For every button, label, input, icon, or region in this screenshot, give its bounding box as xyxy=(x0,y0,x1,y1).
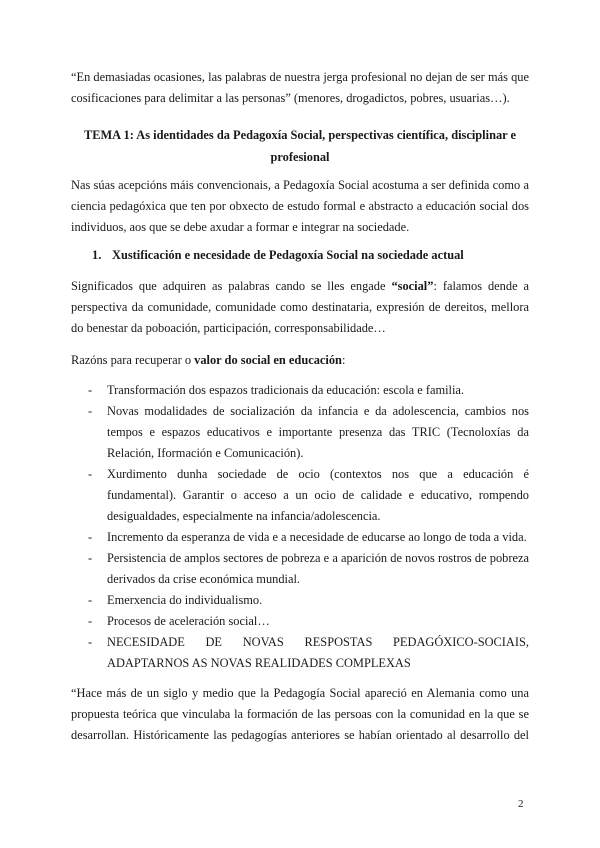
razons-bold: valor do social en educación xyxy=(194,353,342,367)
list-dash: - xyxy=(88,614,93,628)
list-dash: - xyxy=(88,467,93,481)
intro-quote: “En demasiadas ocasiones, las palabras de nuestra jerga profesional no dejan de ser más que cosificaciones para delimitar a las personas” (menores, drogadictos, pobres, usuarias…). xyxy=(71,70,529,105)
list-item-text: Novas modalidades de socialización da infancia e da adolescencia, cambios nos tempos e espazos educativos e importante presenza das TRIC (Tecnoloxías da Relación, Iformación e Comunicación). xyxy=(107,404,529,460)
list-item xyxy=(71,611,529,632)
list-dash: - xyxy=(88,635,93,649)
list-item-text: Transformación dos espazos tradicionais da educación: escola e familia. xyxy=(107,383,465,397)
list-item xyxy=(71,632,529,674)
list-item-text: Persistencia de amplos sectores de pobreza e a aparición de novos rostros de pobreza derivados da crise económica mundial. xyxy=(107,551,529,586)
list-item xyxy=(71,527,529,548)
list-item xyxy=(71,464,529,527)
closing-quote: “Hace más de un siglo y medio que la Pedagogía Social apareció en Alemania como una propuesta teórica que vinculaba la formación de las persoas con la comunidad en la que se desarrollan. Históricamente las pedagogías anteriores se habían orientado al desarrollo del xyxy=(71,686,529,742)
list-item-text: NECESIDADE DE NOVAS RESPOSTAS PEDAGÓXICO-SOCIAIS, ADAPTARNOS AS NOVAS REALIDADES COMPLEXAS xyxy=(107,635,529,670)
razons-text-after: : xyxy=(341,353,346,367)
definition-paragraph: Nas súas acepcións máis convencionais, a Pedagoxía Social acostuma a ser definida como a ciencia pedagóxica que ten por obxecto de estudo formal e abstracto a educación social dos individuos, aos que se debe axudar a formar e integrar na sociedade. xyxy=(71,178,529,234)
significados-text-before: Significados que adquiren as palabras cando se lles engade xyxy=(71,279,392,293)
list-item-text: Xurdimento dunha sociedade de ocio (contextos nos que a educación é fundamental). Garantir o acceso a un ocio de calidade e educativo, rompendo desigualdades, especialmente na infancia/adolescencia. xyxy=(107,467,529,523)
list-item xyxy=(71,548,529,590)
section-number: 1. xyxy=(92,248,102,262)
reasons-list xyxy=(71,380,529,674)
chapter-title xyxy=(71,124,529,168)
list-item-text: Emerxencia do individualismo. xyxy=(107,593,263,607)
razons-text-before: Razóns para recuperar o xyxy=(71,353,195,367)
list-dash: - xyxy=(88,593,93,607)
list-item xyxy=(71,401,529,464)
page-number: 2 xyxy=(518,798,524,810)
chapter-title-line2: profesional xyxy=(270,150,330,164)
list-item-text: Incremento da esperanza de vida e a necesidade de educarse ao longo de toda a vida. xyxy=(107,530,527,544)
list-dash: - xyxy=(88,404,93,418)
razons-paragraph xyxy=(71,350,529,371)
list-item-text: Procesos de aceleración social… xyxy=(107,614,270,628)
list-dash: - xyxy=(88,551,93,565)
significados-paragraph xyxy=(71,276,529,339)
list-dash: - xyxy=(88,383,93,397)
chapter-title-line1: TEMA 1: As identidades da Pedagoxía Social, perspectivas científica, disciplinar e xyxy=(83,128,517,142)
list-item xyxy=(71,380,529,401)
list-item xyxy=(71,590,529,611)
section-heading xyxy=(92,245,464,265)
list-dash: - xyxy=(88,530,93,544)
significados-bold: “social” xyxy=(391,279,434,293)
significados-text-after: : falamos dende a perspectiva da comunidade, comunidade como destinataria, expresión de dereitos, mellora do benestar da poboación, participación, corresponsabilidade… xyxy=(71,279,530,335)
section-heading-text: Xustificación e necesidade de Pedagoxía Social na sociedade actual xyxy=(112,248,464,262)
